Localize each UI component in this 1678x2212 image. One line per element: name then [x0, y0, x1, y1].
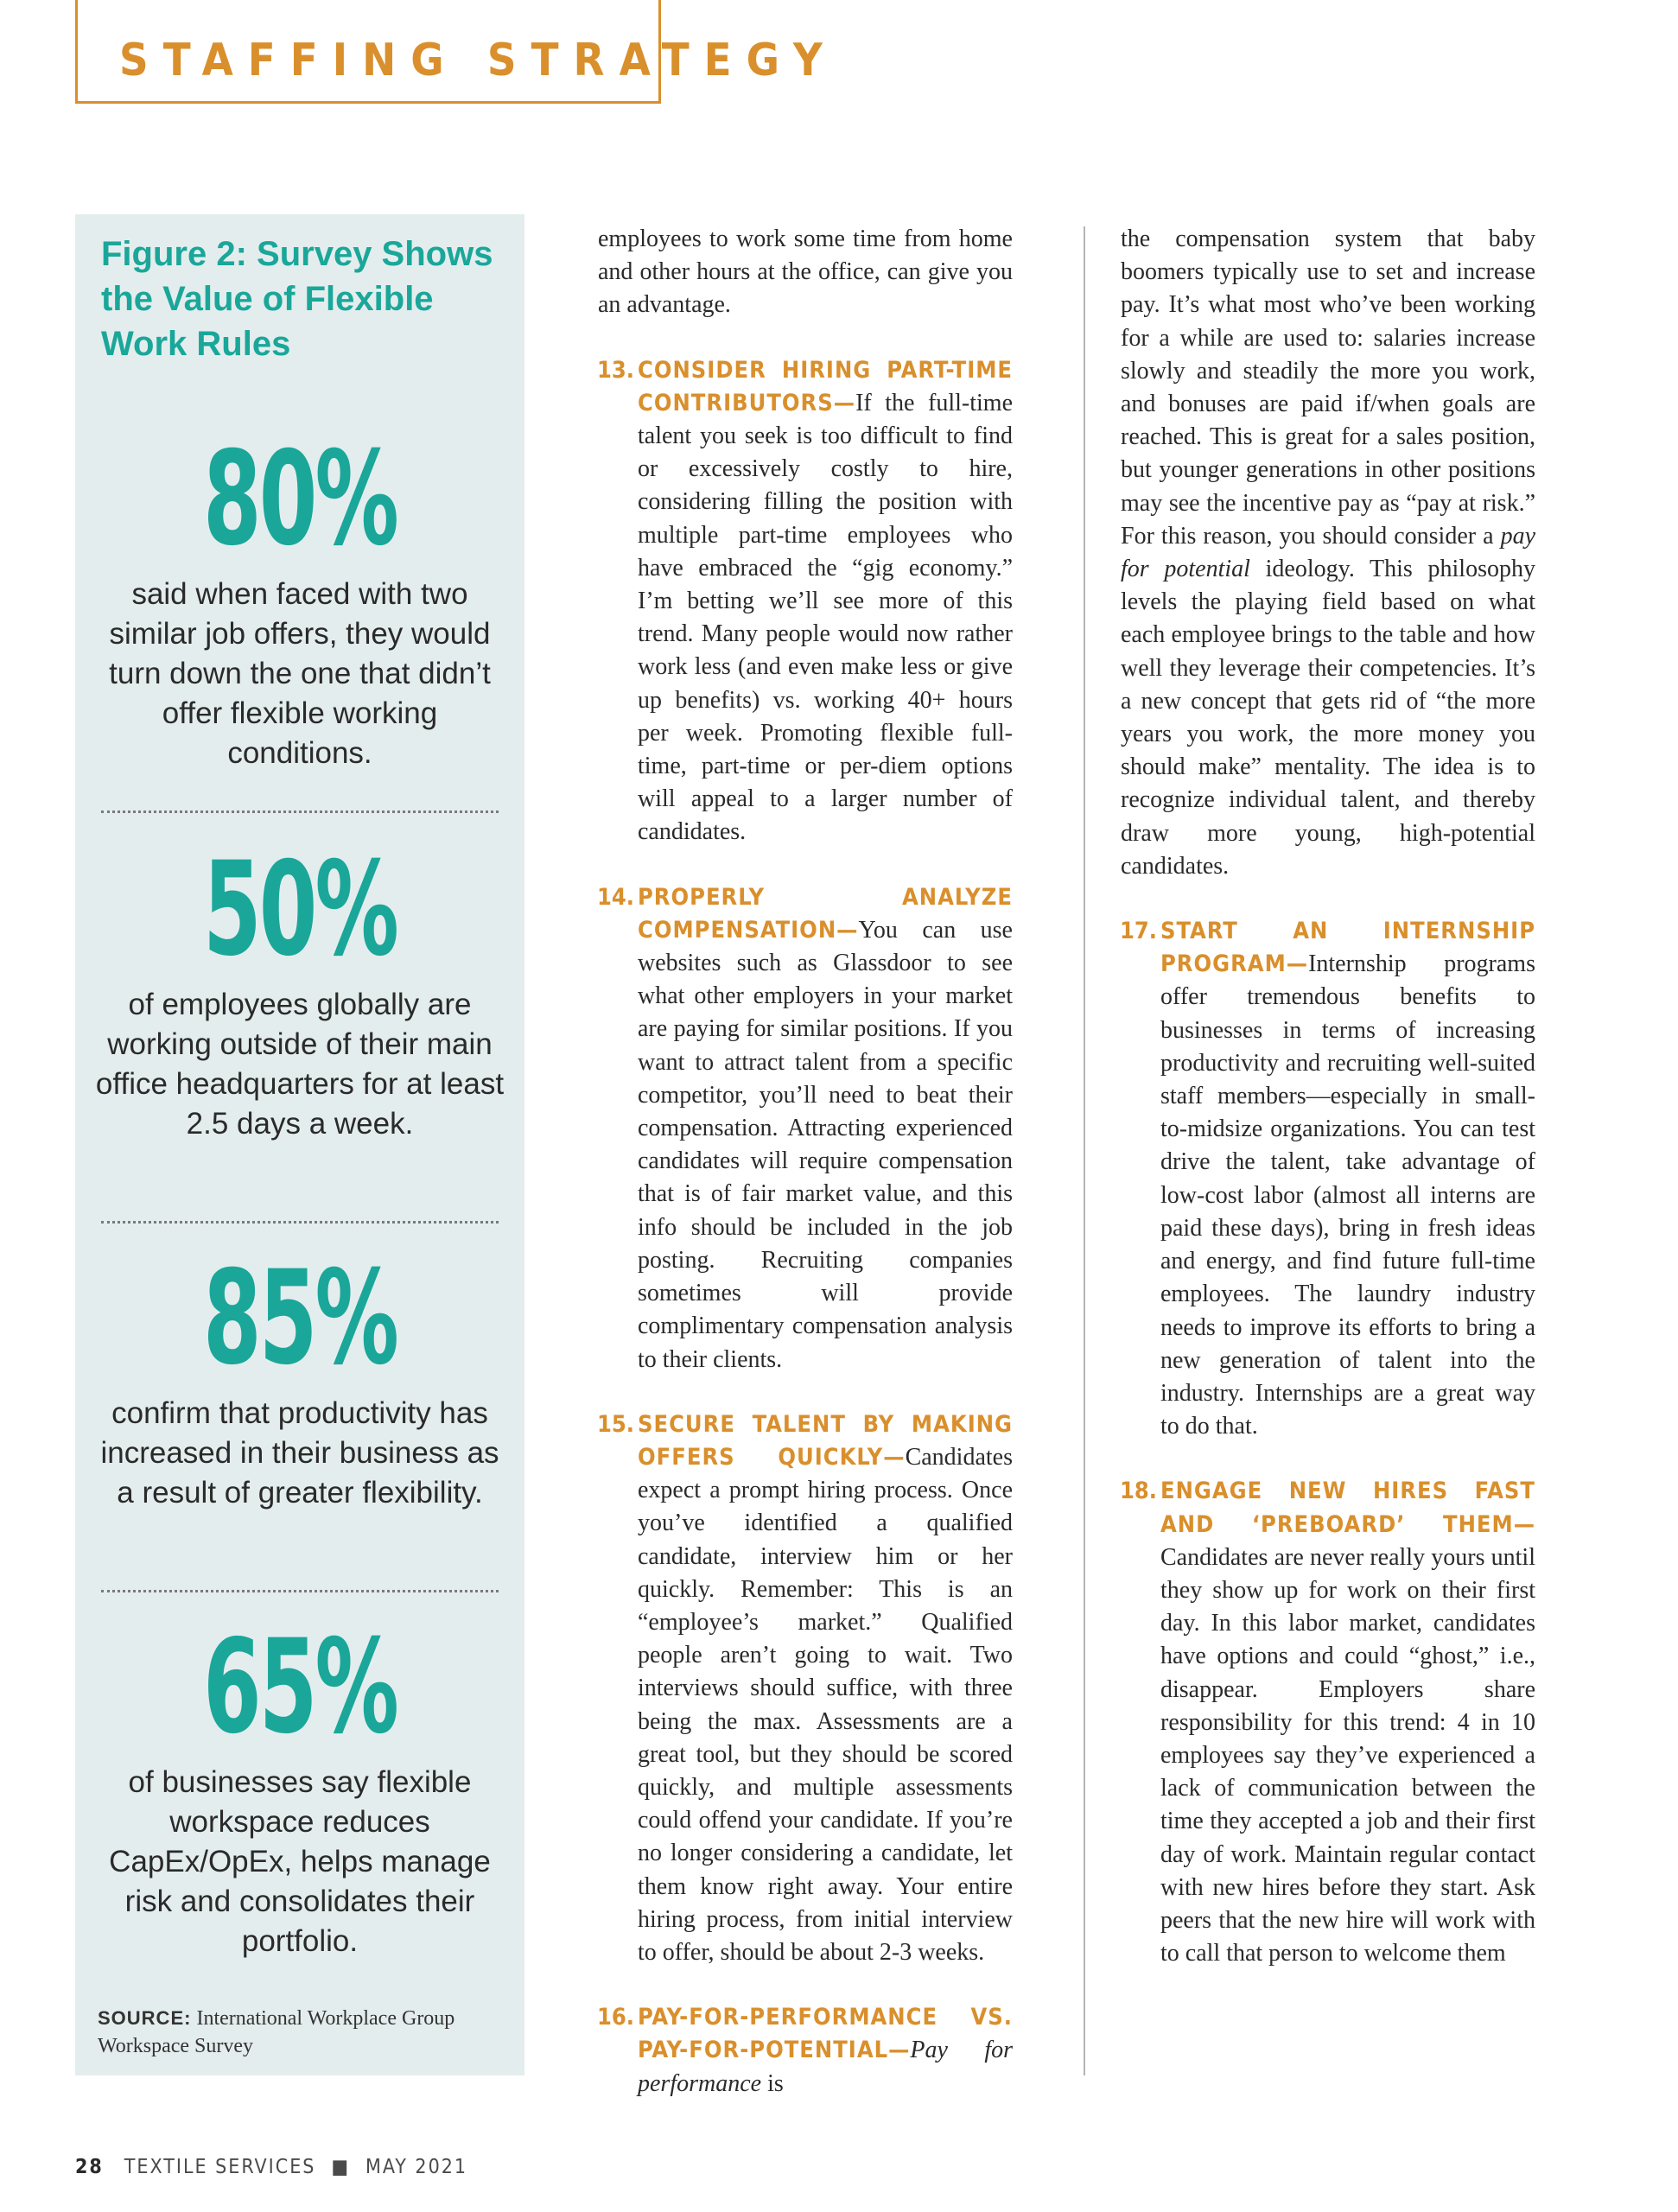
stat-number: 65%	[203, 1612, 397, 1763]
list-item	[598, 2001, 1013, 2101]
magazine-name: TEXTILE SERVICES	[124, 2156, 316, 2178]
item-heading: ENGAGE NEW HIRES FAST AND ‘PREBOARD’ THEM—	[1160, 1478, 1535, 1538]
section-title: STAFFING STRATEGY	[119, 35, 837, 86]
item-body: Candidates are never really yours until they show up for work on their first day. In this labor market, candidates have options and could “ghost,” i.e., disappear. Employers share responsibility for this trend: 4 in 10 employees say they’ve experienced a lack of communication between the time they accepted a job and their first day of work. Maintain regular contact with new hires before they start. Ask peers that the new hire will work with to call that person to welcome them	[1160, 1543, 1535, 1967]
intro-text: ideology. This philosophy levels the playing field based on what each employee brings to the table and how well they leverage their competencies. It’s a new concept that gets rid of “the more years you work, the more money you should make” mentality. The idea is to recognize individual talent, and thereby draw more young, high-potential candidates.	[1121, 556, 1535, 880]
page-number: 28	[75, 2156, 104, 2178]
column-intro	[1121, 223, 1535, 883]
dotted-divider	[101, 810, 499, 813]
stat-description: confirm that productivity has increased in their business as a result of greater flexibility.	[100, 1396, 499, 1510]
source-text: International Workplace Group Workspace Survey	[98, 2007, 455, 2057]
item-number: 17.	[1120, 918, 1158, 945]
item-number: 16.	[597, 2004, 635, 2031]
item-body: Candidates expect a prompt hiring process. Once you’ve identified a qualified candidate, interview him or her quickly. Remember: This is an “employee’s market.” Qualified people aren’t going to wait. Two interviews should suffice, with three being the max. Assessments are a great tool, but they should be scored quickly, and multiple assessments could offend your candidate. If you’re no longer considering a candidate, let them know right away. Your entire hiring process, from initial interview to offer, should be about 2-3 weeks.	[638, 1443, 1013, 1966]
stat-description: of employees globally are working outside of their main office headquarters for at least 2.5 days a week.	[95, 988, 505, 1141]
item-heading: PAY-FOR-PERFORMANCE VS. PAY-FOR-POTENTIAL—	[638, 2004, 1013, 2064]
item-number: 15.	[597, 1410, 635, 1438]
stat-description: of businesses say flexible workspace reduces CapEx/OpEx, helps manage risk and consolidates their portfolio.	[109, 1765, 491, 1958]
stat-number: 50%	[203, 835, 397, 985]
stat-number: 80%	[203, 424, 397, 575]
stat-block	[75, 424, 524, 773]
list-item	[598, 354, 1013, 849]
source-label: SOURCE:	[98, 2007, 192, 2029]
item-body-italic: Pay for performance	[638, 2037, 1013, 2097]
item-heading: SECURE TALENT BY MAKING OFFERS QUICKLY—	[638, 1410, 1013, 1471]
item-heading: PROPERLY ANALYZE COMPENSATION—	[638, 883, 1013, 944]
intro-text: the compensation system that baby boomers typically use to set and increase pay. It’s what most who’ve been working for a while are used to: salaries increase slowly and steadily the more you work, and bonuses are paid if/when goals are reached. This is great for a sales position, but younger generations in other positions may see the incentive pay as “pay at risk.” For this reason, you should consider a	[1121, 226, 1535, 550]
list-item	[598, 1408, 1013, 1969]
item-body: is	[761, 2069, 784, 2097]
item-number: 13.	[597, 356, 635, 384]
dotted-divider	[101, 1221, 499, 1224]
list-item	[1121, 915, 1535, 1443]
stat-block	[75, 1243, 524, 1513]
separator-square-icon: ■	[331, 2156, 350, 2178]
stat-block	[75, 1612, 524, 1961]
issue-date: MAY 2021	[365, 2156, 468, 2178]
item-heading: CONSIDER HIRING PART-TIME CONTRIBUTORS—	[638, 356, 1013, 416]
intro-italic: pay for potential	[1121, 522, 1535, 583]
figure-sidebar	[75, 214, 524, 2075]
item-body: If the full-time talent you seek is too difficult to find or excessively costly to hire, considering filling the position with multiple part-time employees who have embraced the “gig economy.” I’m betting we’ll see more of this trend. Many people would now rather work less (and even make less or give up benefits) vs. working 40+ hours per week. Promoting flexible full-time, part-time or per-diem options will appeal to a larger number of candidates.	[638, 389, 1013, 846]
page-footer	[75, 2156, 467, 2178]
figure-source	[98, 2005, 512, 2060]
stat-description: said when faced with two similar job offers, they would turn down the one that didn’t offer flexible working conditions.	[109, 577, 491, 770]
list-item	[598, 881, 1013, 1376]
item-body: Internship programs offer tremendous benefits to businesses in terms of increasing productivity and recruiting well-suited staff members—especially in small-to-midsize organizations. You can test drive the talent, take advantage of low-cost labor (almost all interns are paid these days), bring in fresh ideas and energy, and find future full-time employees. The laundry industry needs to improve its efforts to bring a new generation of talent into the industry. Internships are a great way to do that.	[1160, 950, 1535, 1440]
item-heading: START AN INTERNSHIP PROGRAM—	[1160, 918, 1535, 978]
article-column-1	[598, 223, 1013, 2101]
figure-title: Figure 2: Survey Shows the Value of Flexible Work Rules	[101, 235, 493, 363]
item-number: 14.	[597, 883, 635, 911]
item-number: 18.	[1120, 1478, 1158, 1505]
column-intro: employees to work some time from home and other hours at the office, can give you an advantage.	[598, 226, 1013, 319]
list-item	[1121, 1475, 1535, 1970]
column-divider	[1084, 226, 1085, 2075]
stat-block	[75, 835, 524, 1144]
dotted-divider	[101, 1590, 499, 1592]
stat-number: 85%	[203, 1243, 397, 1394]
article-column-2	[1121, 223, 1535, 1970]
item-body: You can use websites such as Glassdoor to see what other employers in your market are paying for similar positions. If you want to attract talent from a specific competitor, you’ll need to beat their compensation. Attracting experienced candidates will require compensation that is of fair market value, and this info should be included in the job posting. Recruiting companies sometimes will provide complimentary compensation analysis to their clients.	[638, 916, 1013, 1373]
